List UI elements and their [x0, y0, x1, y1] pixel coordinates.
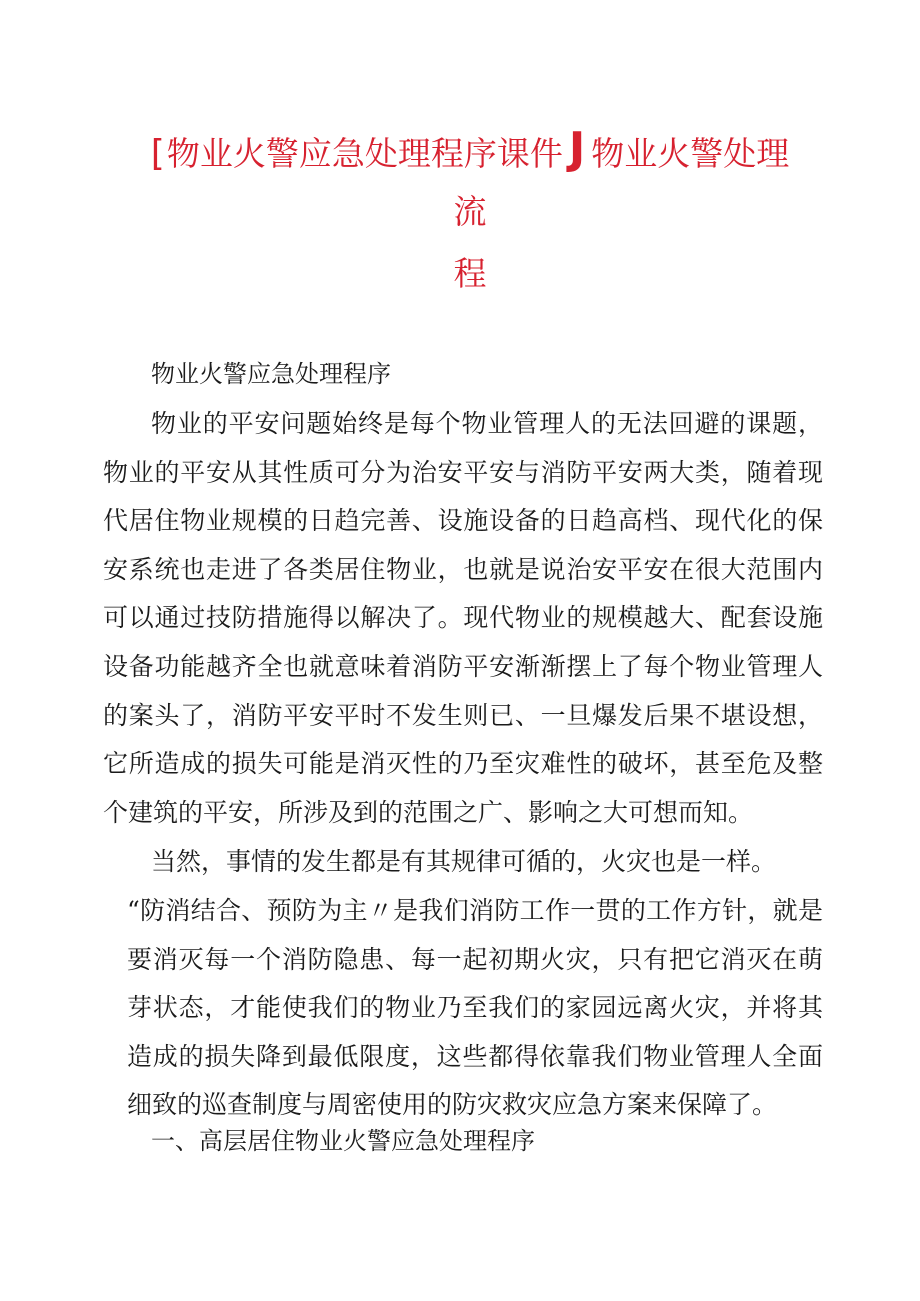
- title-text-part-1: 物业火警应急处理程序课件: [166, 134, 563, 173]
- title-mark: J: [568, 123, 586, 174]
- document-title-line-3: 程: [453, 254, 487, 293]
- section-title: 物业火警应急处理程序: [151, 360, 391, 388]
- document-title-line-1: [140, 123, 800, 174]
- body-paragraph-2: 当然，事情的发生都是有其规律可循的，火灾也是一样。: [151, 847, 777, 876]
- body-paragraph-3: “防消结合、预防为主〃是我们消防工作一贯的工作方针，就是要消灭每一个消防隐患、每一起初期火灾，只有把它消灭在萌芽状态，才能使我们的物业乃至我们的家园远离火灾，并将其造成的损失降到最低限度，这些都得依靠我们物业管理人全面细致的巡查制度与周密使用的防灾救灾应急方案来保障了。: [127, 896, 823, 1120]
- subheading: 一、高层居住物业火警应急处理程序: [151, 1127, 535, 1155]
- title-bracket: [: [150, 133, 165, 174]
- document-title-line-2: 流: [453, 192, 487, 231]
- body-paragraph-1: 物业的平安问题始终是每个物业管理人的无法回避的课题，物业的平安从其性质可分为治安平安与消防平安两大类，随着现代居住物业规模的日趋完善、设施设备的日趋高档、现代化的保安系统也走进了各类居住物业，也就是说治安平安在很大范围内可以通过技防措施得以解决了。现代物业的规模越大、配套设施设备功能越齐全也就意味着消防平安渐渐摆上了每个物业管理人的案头了，消防平安平时不发生则已、一旦爆发后果不堪设想，它所造成的损失可能是消灭性的乃至灾难性的破坏，甚至危及整个建筑的平安，所涉及到的范围之广、影响之大可想而知。: [103, 409, 823, 827]
- title-text-part-2: 物业火警处理: [591, 134, 790, 173]
